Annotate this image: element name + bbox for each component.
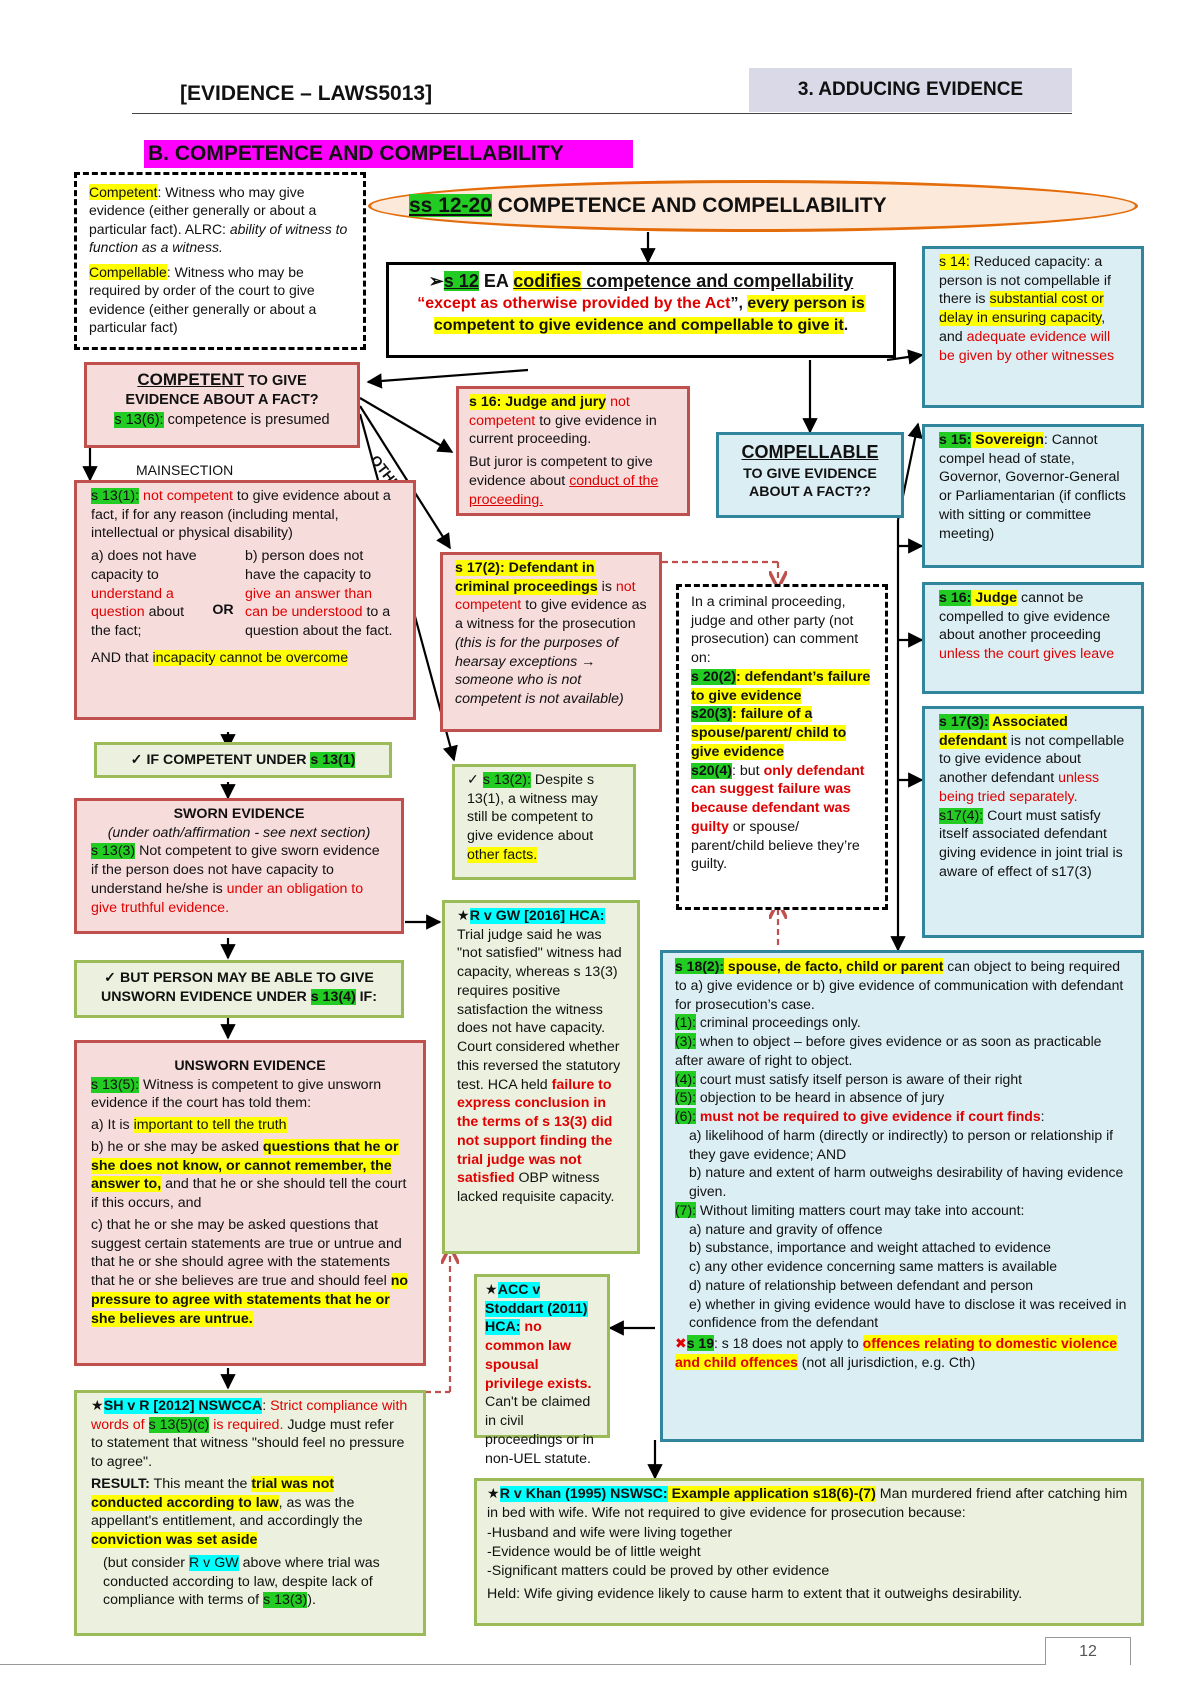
s18-t4: court must satisfy itself person is aware of their right bbox=[696, 1070, 1023, 1087]
s16-comp-hl: Judge bbox=[971, 590, 1018, 606]
shr-but-ref: R v GW bbox=[188, 1554, 239, 1571]
khan-box bbox=[474, 1478, 1144, 1626]
acc-box bbox=[474, 1274, 610, 1467]
sworn-title: SWORN EVIDENCE bbox=[173, 806, 305, 822]
shr-star: ★ bbox=[91, 1398, 104, 1414]
acc-red: no common law spousal privilege exists. bbox=[485, 1319, 592, 1392]
shr-r-hl2: conviction was set aside bbox=[91, 1532, 258, 1549]
s18-t1: criminal proceedings only. bbox=[696, 1014, 861, 1031]
s16-judge-juror: But juror is competent to give evidence about bbox=[469, 454, 653, 489]
s13-1-and: AND that bbox=[91, 649, 153, 666]
khan-l3: -Significant matters could be proved by other evidence bbox=[487, 1562, 830, 1579]
comment-box bbox=[676, 584, 888, 910]
s19-red: offences relating to domestic violence and child offences bbox=[675, 1335, 1118, 1370]
s16-judge-ref: s 16: Judge and jury bbox=[469, 394, 607, 410]
unsworn-c-hl: no pressure to agree with statements that he or she believes are untrue. bbox=[91, 1273, 409, 1327]
s17-3-text: is not compellable to give evidence about another defendant bbox=[939, 732, 1125, 787]
s13-1-red: not competent bbox=[139, 488, 233, 504]
s13-1-text: to give evidence about a fact, if for any reason (including mental, intellectual or physical disability) bbox=[91, 488, 391, 542]
khan-l2: -Evidence would be of little weight bbox=[487, 1544, 701, 1561]
khan-ref: R v Khan (1995) NSWSC: bbox=[499, 1486, 668, 1502]
section-title: B. COMPETENCE AND COMPELLABILITY bbox=[144, 140, 633, 168]
s17-2-red: not competent bbox=[455, 578, 636, 614]
if-competent-ref: s 13(1) bbox=[310, 752, 356, 768]
comment-s20-4a: : but bbox=[732, 762, 764, 779]
s18-text: can object to being required to a) give evidence or b) give evidence of communication with defendant for prosecution’s case. bbox=[675, 958, 1124, 1012]
s18-r3: (3): bbox=[675, 1033, 696, 1049]
s15-text: : Cannot compel head of state, Governor, Governor-General or Parliamentarian (if conflicts with sitting or committee meeting) bbox=[939, 432, 1126, 542]
comment-s20-4-ref: s20(4) bbox=[691, 762, 733, 779]
s13-1-b-red1: give an answer bbox=[245, 585, 341, 602]
s15-hl: Sovereign bbox=[971, 432, 1044, 448]
mainsection-label: MAINSECTION bbox=[136, 462, 234, 478]
s14-red: adequate evidence will be given by other witnesses bbox=[939, 328, 1115, 364]
s13-1-ref: s 13(1): bbox=[91, 488, 140, 504]
sworn-ref: s 13(3) bbox=[91, 843, 136, 860]
s17-4-ref: s17(4): bbox=[939, 807, 984, 824]
unsworn-b-hl: questions that he or she does not know, or cannot remember, the answer to, bbox=[91, 1138, 399, 1193]
competent-title-rest: TO GIVE bbox=[244, 373, 307, 389]
s13-1-a-text: a) does not have capacity to bbox=[91, 548, 197, 583]
s13-2-hl: other facts. bbox=[467, 846, 538, 863]
competent-ref: s 13(6): bbox=[114, 411, 164, 428]
s16-comp-red: unless the court gives leave bbox=[939, 646, 1115, 663]
compellable-term: Compellable bbox=[89, 263, 167, 280]
s18-box bbox=[660, 950, 1144, 1442]
s18-t3: when to object – before gives evidence or as soon as practicable after aware of right to object. bbox=[675, 1033, 1102, 1068]
s19-x-icon: ✖ bbox=[675, 1335, 687, 1351]
s18-t7: Without limiting matters court may take into account: bbox=[696, 1201, 1025, 1218]
unsworn-c-pre: c) that he or she may be asked questions that suggest certain statements are true or untrue and that he or she should agree with the statements that he or she believes are true and should feel bbox=[91, 1216, 402, 1290]
acc-text: Can't be claimed in civil proceedings or in non-UEL statute. bbox=[485, 1394, 594, 1467]
s18-t6: : bbox=[1040, 1108, 1045, 1124]
rgw-star: ★ bbox=[457, 908, 470, 924]
footer-line bbox=[0, 1664, 1045, 1665]
but-person-ref: s 13(4) bbox=[310, 988, 356, 1005]
if-competent-check: ✓ IF COMPETENT UNDER bbox=[130, 752, 311, 768]
s18-t7e: e) whether in giving evidence would have to disclose it was received in confidence from the defendant bbox=[689, 1295, 1127, 1331]
shr-ref2: s 13(5)(c) bbox=[148, 1416, 210, 1433]
comment-intro: In a criminal proceeding, judge and other party (not prosecution) can comment on: bbox=[691, 594, 859, 667]
s18-r1: (1): bbox=[675, 1014, 696, 1031]
comment-s20-4-red: only defendant can suggest failure was because defendant was guilty bbox=[691, 762, 865, 835]
rgw-box bbox=[442, 900, 640, 1254]
s13-1-b-end: to a question about the fact. bbox=[245, 604, 393, 640]
acc-ref: ACC v Stoddart (2011) HCA: bbox=[485, 1282, 588, 1336]
s13-1-b-red2: than can be understood bbox=[245, 585, 373, 621]
unsworn-ref: s 13(5): bbox=[91, 1076, 140, 1093]
s12-codifies: codifies bbox=[513, 271, 582, 291]
rgw-red: failure to express conclusion in the terms of s 13(3) did not support finding the trial judge was not satisfied bbox=[457, 1076, 613, 1187]
s12-q-yellow: every person is competent to give evidence and compellable to give it bbox=[433, 295, 865, 334]
khan-text: Man murdered friend after catching him in bed with wife. Wife not required to give evidence for prosecution because: bbox=[487, 1486, 1128, 1521]
page-number: 12 bbox=[1045, 1637, 1131, 1665]
s18-t6a: a) likelihood of harm (directly or indirectly) to person or relationship if they gave evidence; AND bbox=[689, 1126, 1114, 1162]
comment-s20-4b: or spouse/ parent/child believe they’re guilty. bbox=[691, 818, 860, 873]
competent-line2: EVIDENCE ABOUT A FACT? bbox=[125, 392, 319, 409]
s13-1-a-red: understand a question bbox=[91, 585, 174, 621]
unsworn-title: UNSWORN EVIDENCE bbox=[174, 1058, 326, 1074]
compellable-title: COMPELLABLE bbox=[741, 442, 879, 462]
header-left: [EVIDENCE – LAWS5013] bbox=[180, 82, 433, 105]
but-person-box bbox=[74, 960, 404, 1018]
s14-box bbox=[922, 246, 1144, 408]
s17-2-italic: (this is for the purposes of hearsay exceptions → someone who is not competent is not available) bbox=[455, 634, 624, 708]
s14-mid: , and bbox=[939, 310, 1106, 345]
s15-box bbox=[922, 424, 1144, 568]
s18-ref: s 18(2): bbox=[675, 958, 725, 974]
competent-text: : Witness who may give evidence (either generally or about a particular fact). ALRC: bbox=[89, 184, 317, 237]
s13-1-and-hl: incapacity cannot be overcome bbox=[152, 649, 349, 666]
unsworn-box bbox=[74, 1040, 426, 1366]
s12-q-red: except as otherwise provided by the Act bbox=[425, 295, 731, 313]
s16-judge-text: to give evidence in current proceeding. bbox=[469, 412, 657, 448]
s19-end: (not all jurisdiction, e.g. Cth) bbox=[797, 1353, 976, 1370]
shr-but-pre: (but consider bbox=[103, 1554, 189, 1571]
header-bar bbox=[132, 68, 1072, 114]
sworn-sub: (under oath/affirmation - see next section) bbox=[107, 824, 371, 841]
competent-term: Competent bbox=[89, 184, 158, 200]
sworn-box bbox=[74, 798, 404, 934]
s18-r5: (5): bbox=[675, 1089, 696, 1106]
shr-box bbox=[74, 1390, 426, 1636]
shr-r-hl: trial was not conducted according to law bbox=[91, 1475, 335, 1511]
unsworn-text: Witness is competent to give unsworn evidence if the court has told them: bbox=[91, 1076, 382, 1112]
s17-2-box bbox=[440, 552, 662, 732]
banner-ellipse bbox=[368, 180, 1138, 232]
s17-3-box bbox=[922, 706, 1144, 938]
s12-ea: EA bbox=[478, 271, 514, 291]
s18-t7b: b) substance, importance and weight attached to evidence bbox=[689, 1239, 1051, 1256]
shr-r-text2: , as was the appellant's entitlement, and accordingly the bbox=[91, 1494, 363, 1530]
s19-ref: s 19 bbox=[686, 1335, 714, 1351]
s16-comp-box bbox=[922, 582, 1144, 694]
s15-ref: s 15: bbox=[939, 432, 972, 448]
s12-rest: competence and compellability bbox=[581, 271, 854, 291]
s12-dot: . bbox=[843, 316, 849, 334]
s12-q-open: “ bbox=[417, 295, 426, 313]
but-person-end: IF: bbox=[355, 988, 377, 1005]
competent-italic: ability of witness to function as a witness. bbox=[89, 220, 348, 256]
s14-hl: substantial cost or delay in ensuring capacity bbox=[939, 291, 1104, 327]
s18-t6b: b) nature and extent of harm outweighs desirability of having evidence given. bbox=[689, 1164, 1124, 1199]
shr-r-text: This meant the bbox=[149, 1475, 252, 1492]
khan-star: ★ bbox=[487, 1486, 500, 1502]
unsworn-b-pre: b) he or she may be asked bbox=[91, 1138, 263, 1155]
s18-r7: (7): bbox=[675, 1201, 696, 1218]
s16-judge-link: conduct of the proceeding. bbox=[469, 472, 659, 508]
shr-but-ref2: s 13(3) bbox=[263, 1592, 308, 1609]
s13-2-check: ✓ bbox=[467, 772, 483, 788]
s13-2-box bbox=[452, 764, 636, 880]
comment-s20-2-ref: s 20(2) bbox=[691, 668, 736, 685]
s17-3-hl: Associated defendant bbox=[939, 714, 1068, 749]
khan-held: Held: Wife giving evidence likely to cause harm to extent that it outweighs desirability. bbox=[487, 1585, 1023, 1602]
banner-text: COMPETENCE AND COMPELLABILITY bbox=[491, 194, 887, 217]
s14-ref: s 14: bbox=[939, 254, 970, 270]
s13-1-a-end: about the fact; bbox=[91, 604, 185, 640]
shr-red1: Strict compliance with words of bbox=[91, 1398, 408, 1433]
s18-r6: (6): bbox=[675, 1108, 696, 1124]
s12-box bbox=[386, 262, 896, 358]
s17-3-red: unless being tried separately. bbox=[939, 770, 1100, 805]
competent-title: COMPETENT bbox=[137, 370, 245, 389]
s17-3-ref: s 17(3): bbox=[939, 714, 989, 730]
but-person-line2: UNSWORN EVIDENCE UNDER bbox=[101, 988, 311, 1005]
sworn-red: under an obligation to give truthful evidence. bbox=[91, 880, 364, 916]
khan-l1: -Husband and wife were living together bbox=[487, 1525, 733, 1542]
s18-hl: spouse, de facto, child or parent bbox=[724, 958, 944, 974]
s14-text: Reduced capacity: a person is not compellable if there is bbox=[939, 254, 1111, 308]
s12-q-close: ”, bbox=[730, 295, 748, 313]
rgw-end: OBP witness lacked requisite capacity. bbox=[457, 1170, 615, 1206]
s17-4-text: Court must satisfy itself associated defendant giving evidence in joint trial is aware of effect of s17(3) bbox=[939, 807, 1123, 880]
shr-red2: is required. bbox=[209, 1416, 284, 1433]
s17-2-ref: s 17(2): bbox=[455, 560, 505, 576]
unsworn-a-pre: a) It is bbox=[91, 1117, 134, 1134]
sworn-text: Not competent to give sworn evidence if the person does not have capacity to understand he/she is bbox=[91, 843, 380, 897]
s16-comp-text: cannot be compelled to give evidence about another proceeding bbox=[939, 590, 1111, 644]
s13-1-or: OR bbox=[212, 602, 234, 619]
acc-star: ★ bbox=[485, 1282, 498, 1298]
rgw-ref: R v GW [2016] HCA: bbox=[469, 908, 605, 924]
s17-2-hl: Defendant in criminal proceedings bbox=[455, 560, 598, 595]
comment-s20-3-ref: s20(3) bbox=[691, 706, 733, 723]
shr-ref: SH v R [2012] NSWCCA bbox=[103, 1398, 263, 1414]
s16-judge-box bbox=[456, 386, 690, 516]
s16-judge-red: not competent bbox=[469, 394, 630, 429]
banner-ref: ss 12-20 bbox=[409, 194, 492, 217]
s12-arrow: ➢ bbox=[428, 271, 444, 291]
compellable-text: : Witness who may be required by order of the court to give evidence (either generally or about a particular fact) bbox=[89, 263, 317, 336]
s13-1-b-text: b) person does not have the capacity to bbox=[245, 548, 372, 583]
shr-result: RESULT: bbox=[91, 1475, 150, 1492]
shr-colon: : bbox=[262, 1398, 271, 1414]
header-right: 3. ADDUCING EVIDENCE bbox=[749, 68, 1072, 112]
s17-2-text: is bbox=[597, 578, 616, 595]
compellable-sub: TO GIVE EVIDENCE ABOUT A FACT?? bbox=[743, 465, 877, 501]
unsworn-b-end: and that he or she should tell the court if this occurs, and bbox=[91, 1176, 407, 1212]
s18-t7d: d) nature of relationship between defendant and person bbox=[689, 1276, 1034, 1293]
shr-text: Judge must refer to statement that witness "should feel no pressure to agree". bbox=[91, 1416, 405, 1471]
competent-text: competence is presumed bbox=[163, 411, 330, 428]
if-competent-box bbox=[94, 742, 392, 778]
shr-but-text: above where trial was conducted according to law, despite lack of compliance with terms of bbox=[103, 1554, 380, 1609]
s17-2-text2: to give evidence as a witness for the prosecution bbox=[455, 597, 647, 633]
rgw-text: Trial judge said he was "not satisfied" witness had capacity, whereas s 13(3) requires positive satisfaction the witness does not have capacity. Court considered whether this reversed the statutory test. HCA held bbox=[457, 926, 622, 1093]
s18-r4: (4): bbox=[675, 1070, 696, 1087]
khan-hl: Example application s18(6)-(7) bbox=[667, 1486, 876, 1502]
s18-t5: objection to be heard in absence of jury bbox=[696, 1089, 945, 1106]
shr-but-end: ). bbox=[307, 1592, 316, 1609]
unsworn-a-hl: important to tell the truth bbox=[133, 1117, 287, 1134]
s18-t7c: c) any other evidence concerning same matters is available bbox=[689, 1258, 1058, 1274]
comment-s20-2: : defendant’s failure to give evidence bbox=[691, 668, 871, 704]
s18-t6-red: must not be required to give evidence if court finds bbox=[696, 1108, 1041, 1124]
s13-1-box bbox=[74, 480, 416, 720]
s13-2-text: Despite s 13(1), a witness may still be competent to give evidence about bbox=[467, 772, 598, 845]
comment-s20-3: : failure of a spouse/parent/ child to give evidence bbox=[691, 706, 847, 760]
competent-box bbox=[84, 362, 360, 448]
s18-t7a: a) nature and gravity of offence bbox=[689, 1220, 883, 1237]
s12-ref: s 12 bbox=[443, 271, 479, 291]
compellable-box bbox=[716, 432, 904, 518]
definitions-box bbox=[74, 172, 366, 350]
but-person-line1: ✓ BUT PERSON MAY BE ABLE TO GIVE bbox=[104, 970, 374, 986]
s16-comp-ref: s 16: bbox=[939, 590, 972, 606]
s19-text: : s 18 does not apply to bbox=[713, 1335, 863, 1351]
s13-2-ref: s 13(2): bbox=[482, 772, 531, 788]
